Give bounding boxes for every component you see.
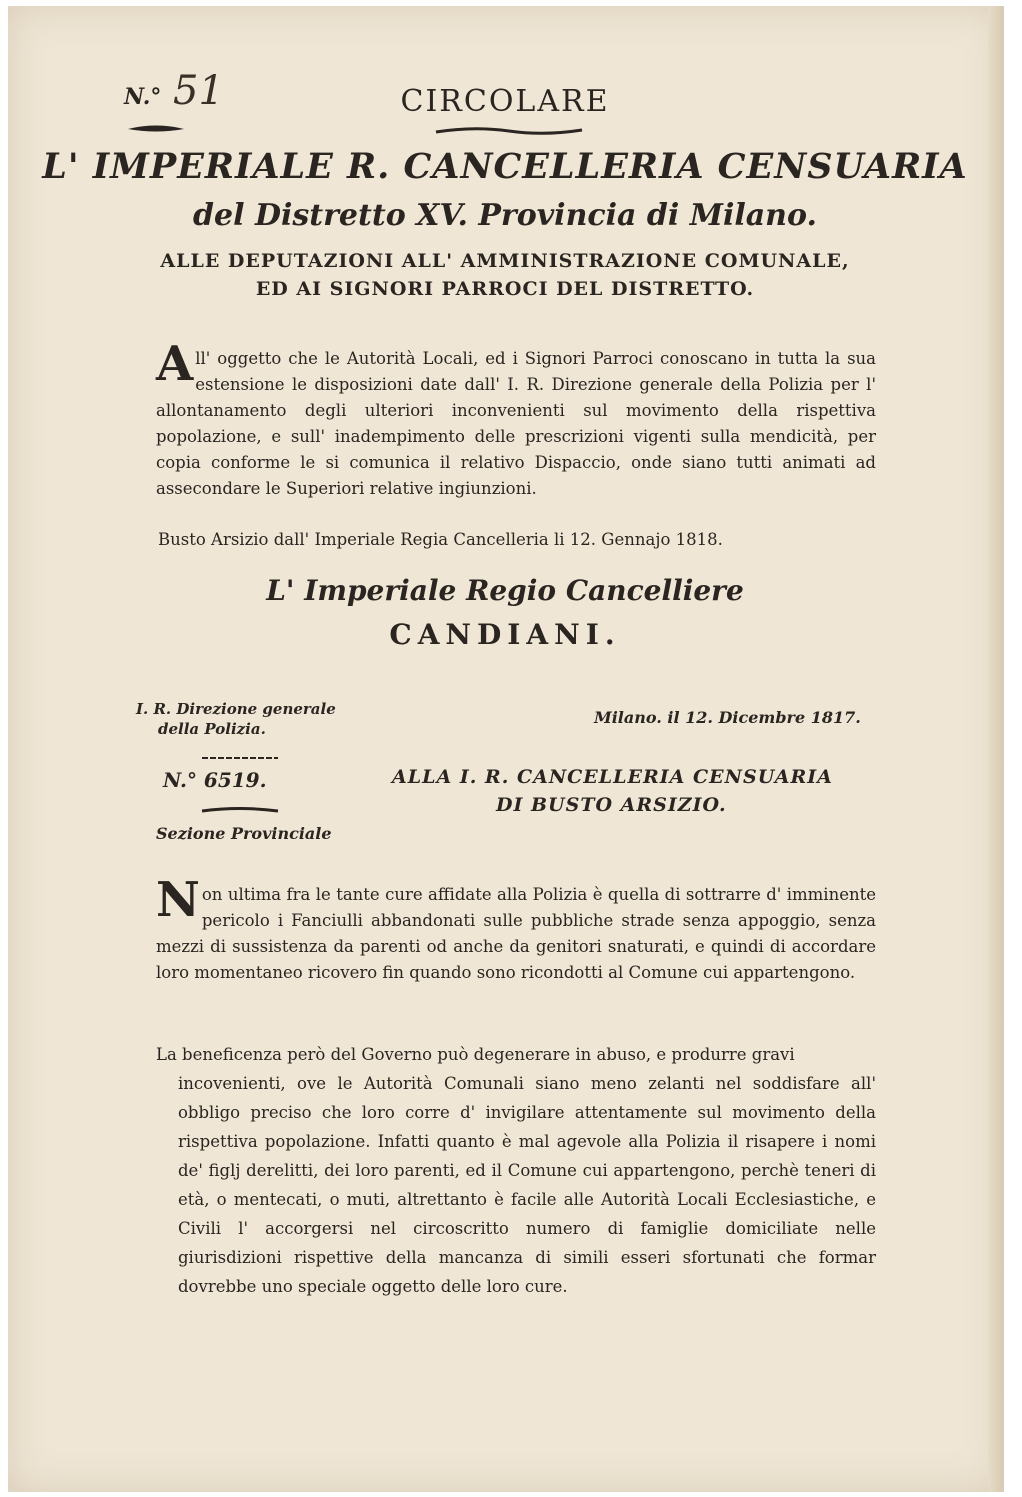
document-title: CIRCOLARE (400, 84, 610, 119)
circular-paragraph (156, 336, 876, 502)
dispatch-recipient-line-2: DI BUSTO ARSIZIO. (496, 794, 727, 816)
dispatch-paragraph-2-first-line: La beneficenza però del Governo può degenerare in abuso, e produrre gravi (156, 1045, 795, 1064)
ornament-dispatch-bottom (200, 806, 280, 816)
drop-cap-n: N (156, 872, 200, 928)
signatory-name: CANDIANI. (389, 618, 621, 651)
dispatch-paragraph-1 (156, 872, 876, 986)
dispatch-from-line-1: I. R. Direzione generale (136, 700, 336, 718)
district-heading: del Distretto XV. Provincia di Milano. (193, 198, 817, 233)
address-line-2: ED AI SIGNORI PARROCI DEL DISTRETTO. (255, 278, 755, 300)
ornament-center (434, 126, 584, 136)
circular-body: ll' oggetto che le Autorità Locali, ed i Signori Parroci conoscano in tutta la sua estensione le disposizioni date dall' I. R. Direzione generale della Polizia per l' allontanamento degli ulteriori inconvenienti sul movimento della rispettiva popolazione, e sull' inadempimento delle prescrizioni vigenti sulla mendicità, per copia conforme le si comunica il relativo Dispaccio, onde siano tutti animati ad assecondare le Superiori relative ingiunzioni. (156, 349, 876, 498)
ornament-left (126, 124, 186, 134)
dispatch-place-date: Milano. il 12. Dicembre 1817. (594, 708, 861, 727)
dispatch-paragraph-2 (156, 1040, 876, 1301)
drop-cap: A (156, 336, 194, 392)
dispatch-section: Sezione Provinciale (156, 824, 332, 843)
address-line-1: ALLE DEPUTAZIONI ALL' AMMINISTRAZIONE COMUNALE, (160, 250, 850, 272)
chancery-heading: L' IMPERIALE R. CANCELLERIA CENSUARIA (42, 146, 968, 187)
signatory-title: L' Imperiale Regio Cancelliere (266, 574, 744, 607)
circular-date-line: Busto Arsizio dall' Imperiale Regia Cancelleria li 12. Gennajo 1818. (158, 530, 723, 549)
ornament-dispatch-top (200, 754, 280, 764)
dispatch-number: N.° 6519. (163, 768, 267, 792)
handwritten-number: 51 (173, 68, 224, 114)
document-page (8, 6, 1004, 1492)
number-label: N.° (124, 84, 162, 110)
dispatch-paragraph-2-text: incovenienti, ove le Autorità Comunali siano meno zelanti nel soddisfare all' obbligo preciso che loro corre d' invigilare attentamente sul movimento della rispettiva popolazione. Infatti quanto è mal agevole alla Polizia il risapere i nomi de' figlj derelitti, dei loro parenti, ed il Comune cui appartengono, perchè teneri di età, o mentecati, o muti, altrettanto è facile alle Autorità Locali Ecclesiastiche, e Civili l' accorgersi nel circoscritto numero di famiglie domiciliate nelle giurisdizioni rispettive della mancanza di simili esseri sfortunati che formar dovrebbe uno speciale oggetto delle loro cure. (178, 1074, 876, 1296)
dispatch-recipient-line-1: ALLA I. R. CANCELLERIA CENSUARIA (392, 766, 833, 788)
dispatch-from-line-2: della Polizia. (158, 720, 266, 738)
dispatch-paragraph-1-text: on ultima fra le tante cure affidate alla Polizia è quella di sottrarre d' imminente pericolo i Fanciulli abbandonati sulle pubbliche strade senza appoggio, senza mezzi di sussistenza da parenti od anche da genitori snaturati, e quindi di accordare loro momentaneo ricovero fin quando sono ricondotti al Comune cui appartengono. (156, 885, 876, 982)
